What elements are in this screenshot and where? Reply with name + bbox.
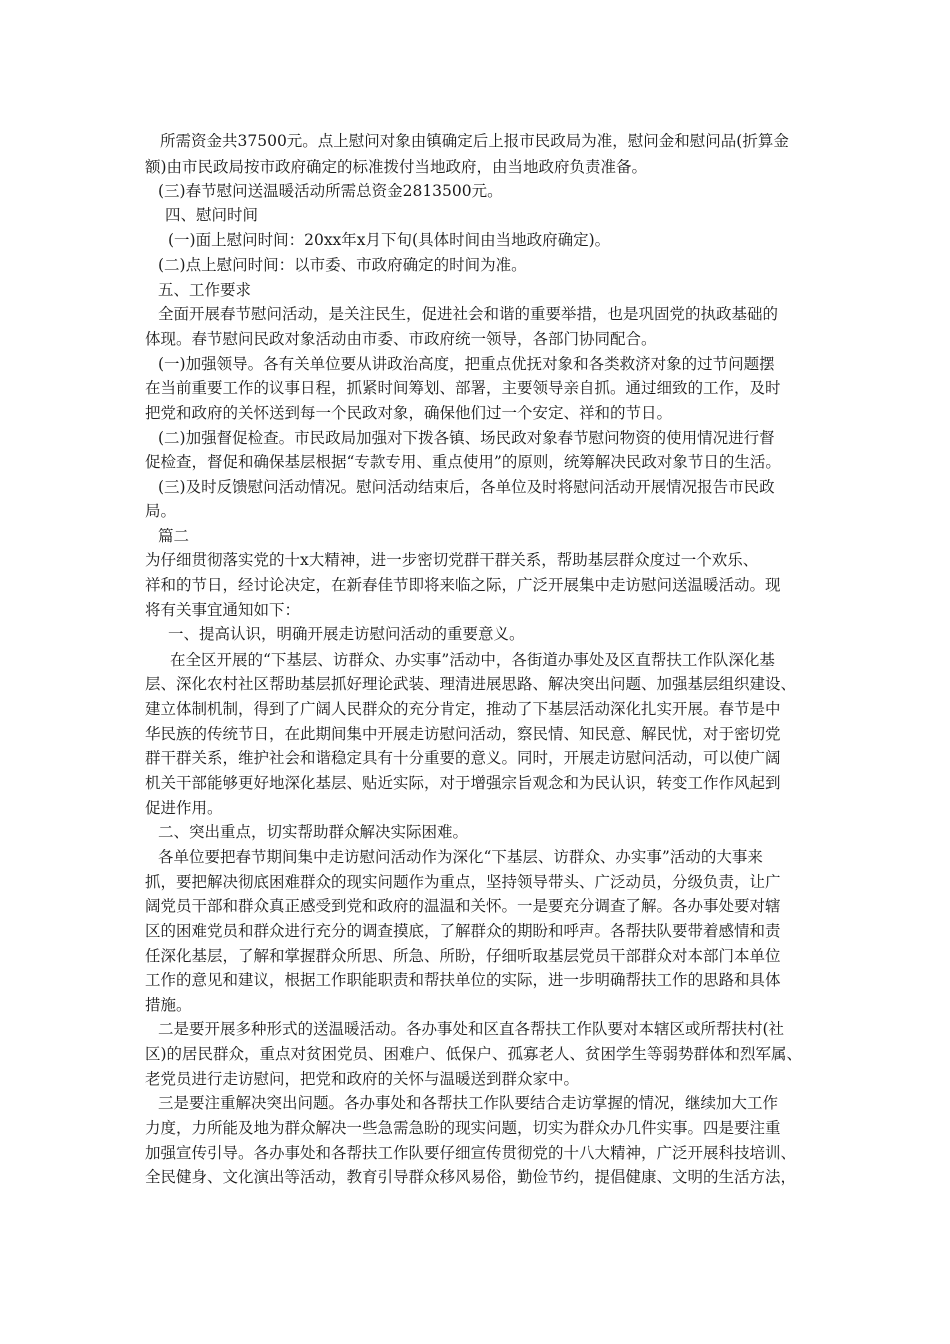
text-line: 老党员进行走访慰问，把党和政府的关怀与温暖送到群众家中。 bbox=[145, 1070, 580, 1088]
text-line: 体现。春节慰问民政对象活动由市委、市政府统一领导，各部门协同配合。 bbox=[145, 330, 657, 348]
text-line: 任深化基层，了解和掌握群众所思、所急、所盼，仔细听取基层党员干部群众对本部门本单位 bbox=[145, 947, 781, 965]
text-line: 把党和政府的关怀送到每一个民政对象，确保他们过一个安定、祥和的节日。 bbox=[145, 404, 673, 422]
text-line: (一)加强领导。各有关单位要从讲政治高度，把重点优抚对象和各类救济对象的过节问题摆 bbox=[158, 355, 775, 373]
section-heading: 五、工作要求 bbox=[158, 281, 252, 299]
text-line: 阔党员干部和群众真正感受到党和政府的温温和关怀。一是要充分调查了解。各办事处要对辖 bbox=[145, 897, 781, 915]
text-line: 建立体制机制，得到了广阔人民群众的充分肯定，推动了下基层活动深化扎实开展。春节是中 bbox=[145, 700, 781, 718]
section-heading: 一、提高认识，明确开展走访慰问活动的重要意义。 bbox=[168, 625, 525, 643]
text-line: 力度，力所能及地为群众解决一些急需急盼的现实问题，切实为群众办几件实事。四是要注重 bbox=[145, 1119, 781, 1137]
text-line: (二)加强督促检查。市民政局加强对下拨各镇、场民政对象春节慰问物资的使用情况进行督 bbox=[158, 429, 775, 447]
text-line: 为仔细贯彻落实党的十x大精神，进一步密切党群干群关系，帮助基层群众度过一个欢乐、 bbox=[145, 551, 759, 569]
text-line: 抓，要把解决彻底困难群众的现实问题作为重点，坚持领导带头、广泛动员，分级负责，让广 bbox=[145, 873, 781, 891]
text-line: 在当前重要工作的议事日程，抓紧时间筹划、部署，主要领导亲自抓。通过细致的工作，及时 bbox=[145, 379, 781, 397]
text-line: 区)的居民群众，重点对贫困党员、困难户、低保户、孤寡老人、贫困学生等弱势群体和烈军属、 bbox=[145, 1045, 803, 1063]
text-line: 措施。 bbox=[145, 996, 192, 1014]
text-line: 华民族的传统节日，在此期间集中开展走访慰问活动，察民情、知民意、解民忧，对于密切党 bbox=[145, 725, 781, 743]
text-line: 局。 bbox=[145, 502, 177, 520]
text-line: 工作的意见和建议，根据工作职能职责和帮扶单位的实际，进一步明确帮扶工作的思路和具体 bbox=[145, 971, 781, 989]
text-line: 所需资金共37500元。点上慰问对象由镇确定后上报市民政局为准，慰问金和慰问品(折算金 bbox=[160, 132, 789, 150]
text-line: 三是要注重解决突出问题。各办事处和各帮扶工作队要结合走访掌握的情况，继续加大工作 bbox=[158, 1094, 779, 1112]
text-line: 二是要开展多种形式的送温暖活动。各办事处和区直各帮扶工作队要对本辖区或所帮扶村(社 bbox=[158, 1020, 785, 1038]
text-line: 区的困难党员和群众进行充分的调查摸底，了解群众的期盼和呼声。各帮扶队要带着感情和责 bbox=[145, 922, 781, 940]
text-line: (二)点上慰问时间：以市委、市政府确定的时间为准。 bbox=[158, 256, 527, 274]
text-line: 祥和的节日，经讨论决定，在新春佳节即将来临之际，广泛开展集中走访慰问送温暖活动。现 bbox=[145, 576, 781, 594]
text-line: 群干群关系，维护社会和谐稳定具有十分重要的意义。同时，开展走访慰问活动，可以使广阔 bbox=[145, 749, 781, 767]
section-heading: 篇二 bbox=[158, 527, 190, 545]
text-line: 层、深化农村社区帮助基层抓好理论武装、理清进展思路、解决突出问题、加强基层组织建设、 bbox=[145, 675, 797, 693]
text-line: 加强宣传引导。各办事处和各帮扶工作队要仔细宣传贯彻党的十八大精神，广泛开展科技培训、 bbox=[145, 1144, 797, 1162]
text-line: 全面开展春节慰问活动，是关注民生，促进社会和谐的重要举措，也是巩固党的执政基础的 bbox=[158, 305, 779, 323]
text-line: 将有关事宜通知如下： bbox=[145, 601, 301, 619]
text-line: (三)及时反馈慰问活动情况。慰问活动结束后，各单位及时将慰问活动开展情况报告市民政 bbox=[158, 478, 775, 496]
text-line: 额)由市民政局按市政府确定的标准拨付当地政府，由当地政府负责准备。 bbox=[145, 158, 648, 176]
text-line: 在全区开展的“下基层、访群众、办实事”活动中，各街道办事处及区直帮扶工作队深化基 bbox=[170, 651, 775, 669]
section-heading: 二、突出重点，切实帮助群众解决实际困难。 bbox=[158, 823, 469, 841]
text-line: 促进作用。 bbox=[145, 799, 223, 817]
section-heading: 四、慰问时间 bbox=[165, 206, 259, 224]
text-line: 促检查，督促和确保基层根据“专款专用、重点使用”的原则，统筹解决民政对象节日的生活。 bbox=[145, 453, 781, 471]
text-line: 机关干部能够更好地深化基层、贴近实际，对于增强宗旨观念和为民认识，转变工作作风起到 bbox=[145, 774, 781, 792]
text-line: 全民健身、文化演出等活动，教育引导群众移风易俗，勤俭节约，提倡健康、文明的生活方法， bbox=[145, 1168, 797, 1186]
text-line: 各单位要把春节期间集中走访慰问活动作为深化“下基层、访群众、办实事”活动的大事来 bbox=[158, 848, 763, 866]
text-line: (三)春节慰问送温暖活动所需总资金2813500元。 bbox=[158, 182, 503, 200]
text-line: (一)面上慰问时间：20xx年x月下旬(具体时间由当地政府确定)。 bbox=[168, 231, 611, 249]
